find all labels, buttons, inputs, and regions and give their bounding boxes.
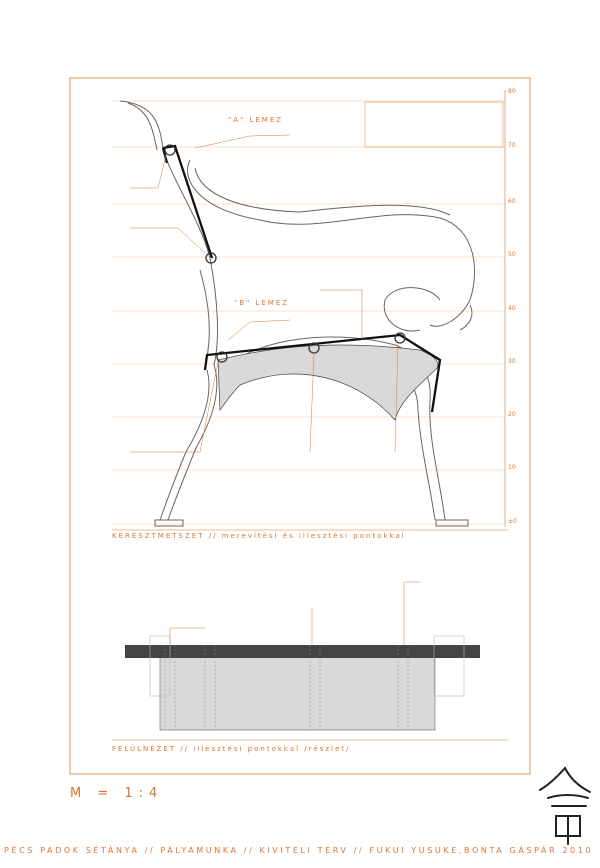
- tick-label: 60: [508, 198, 516, 205]
- tick-label: 80: [508, 88, 516, 95]
- section-title: KERESZTMETSZET // merevítési és illesztési pontokkal: [112, 532, 406, 540]
- hanko-signature-icon: [540, 768, 590, 844]
- tick-label: 30: [508, 358, 516, 365]
- leader-lines: [130, 102, 503, 452]
- tick-label: 20: [508, 411, 516, 418]
- footer-title: PÉCS PADOK SÉTÁNYA // PÁLYAMUNKA // KIVITELI TERV // FUKUI YUSUKE,BONTA GÁSPÁR 2010: [4, 846, 594, 855]
- bench-profile: [120, 101, 475, 526]
- height-guides: [112, 101, 505, 524]
- plate-a-label: "A" LEMEZ: [228, 116, 284, 124]
- tick-label: 50: [508, 251, 516, 258]
- plan-title: FELÜLNÉZET // illesztési pontokkal /részlet/: [112, 745, 351, 753]
- joint-points: [165, 145, 405, 362]
- tick-label: 70: [508, 142, 516, 149]
- tick-label: 40: [508, 305, 516, 312]
- stiffener-plate-b: [218, 345, 438, 420]
- tick-label: ±0: [508, 518, 517, 525]
- scale-label: M = 1:4: [70, 786, 164, 801]
- plate-b-label: "B" LEMEZ: [234, 299, 290, 307]
- plan-view: [112, 582, 508, 740]
- tick-label: 10: [508, 464, 516, 471]
